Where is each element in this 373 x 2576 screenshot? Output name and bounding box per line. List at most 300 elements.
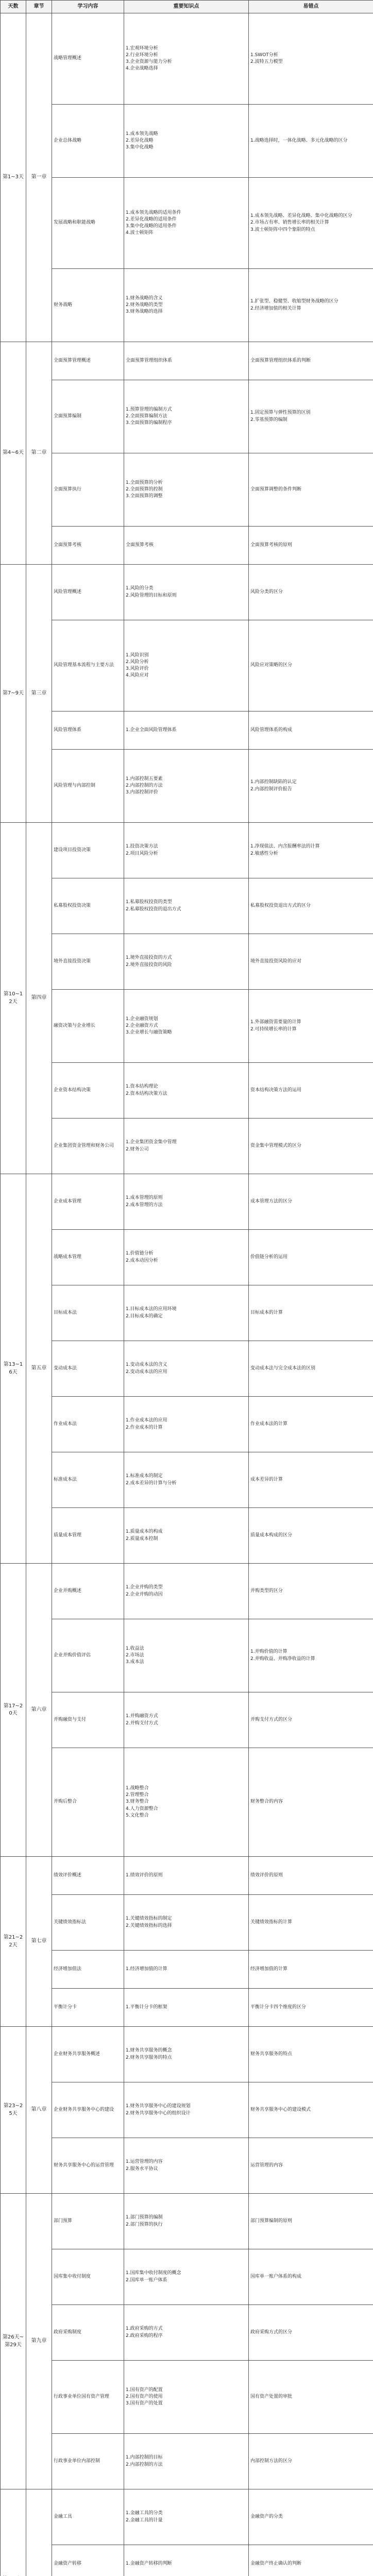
cell-error-points — [249, 13, 373, 105]
cell-content: 行政事业单位国有资产管理 — [52, 2361, 124, 2434]
cell-error-points — [249, 2434, 373, 2489]
cell-content: 金融工具 — [52, 2489, 124, 2545]
key-point-line: 1.财务共享服务中心的建设规划 — [126, 2104, 191, 2109]
cell-error-points — [249, 1895, 373, 1951]
cell-chapter: 第三章 — [26, 565, 52, 823]
cell-error-points — [249, 2138, 373, 2194]
cell-error-points — [249, 878, 373, 934]
cell-error-points — [249, 527, 373, 565]
key-point-line: 4.企业战略选择 — [126, 66, 158, 72]
cell-key-points — [124, 1118, 249, 1174]
cell-key-points — [124, 1748, 249, 1857]
cell-content: 企业财务共享服务概述 — [52, 2027, 124, 2082]
table-row — [1, 2489, 373, 2545]
key-point-line: 1.预算管理的编制方式 — [126, 406, 172, 412]
cell-day: 第7~9天 — [1, 565, 26, 823]
cell-content: 企业并购价值评估 — [52, 1619, 124, 1692]
key-point-line: 1.宏观环境分析 — [126, 45, 158, 51]
key-point-line: 2.作业成本的计算 — [126, 1425, 163, 1430]
error-point-line: 全面预算考核的原则 — [250, 542, 293, 548]
cell-key-points — [124, 1063, 249, 1118]
key-point-line: 2.全面预算的控制 — [126, 486, 163, 492]
error-point-line: 1.外部融资需要量的计算 — [250, 1020, 301, 1025]
key-point-line: 3.国有资产的处置 — [126, 2401, 163, 2406]
cell-content: 境外直接投资决策 — [52, 934, 124, 990]
key-point-line: 3.企业增长与融资策略 — [126, 1030, 172, 1036]
key-point-line: 1.企业全面风险管理体系 — [126, 727, 177, 733]
key-point-line: 1.战略整合 — [126, 1786, 149, 1791]
cell-key-points — [124, 527, 249, 565]
key-point-line: 1.企业融资规划 — [126, 1016, 158, 1022]
cell-key-points — [124, 1341, 249, 1397]
key-point-line: 3.企业资源与能力分析 — [126, 59, 172, 64]
cell-key-points — [124, 2545, 249, 2576]
cell-day: 第21~22天 — [1, 1857, 26, 2027]
key-point-line: 2.财务共享服务的特点 — [126, 2055, 172, 2060]
key-point-line: 4.波士顿矩阵 — [126, 230, 154, 236]
key-point-line: 1.作业成本法的应用 — [126, 1418, 167, 1423]
cell-chapter: 第一章 — [26, 13, 52, 342]
key-point-line: 2.市场法 — [126, 1652, 144, 1658]
cell-content: 平衡计分卡 — [52, 1989, 124, 2027]
cell-day — [1, 2489, 26, 2576]
key-point-line: 1.内部控制的目标 — [126, 2455, 163, 2461]
header-content: 学习内容 — [52, 1, 124, 13]
cell-key-points — [124, 1174, 249, 1230]
cell-content: 风险管理体系 — [52, 711, 124, 750]
cell-content: 融资决策与企业增长 — [52, 990, 124, 1063]
error-point-line: 部门预算编制的原则 — [250, 2218, 293, 2224]
cell-content: 经济增加值法 — [52, 1951, 124, 1989]
error-point-line: 绩效评价的原则 — [250, 1872, 283, 1878]
cell-content: 国库集中收付制度 — [52, 2249, 124, 2305]
cell-content: 企业并购概述 — [52, 1564, 124, 1619]
cell-error-points — [249, 1508, 373, 1564]
cell-content: 全面预算管理概述 — [52, 342, 124, 380]
key-point-line: 2.国库单一账户体系 — [126, 2277, 167, 2283]
cell-error-points — [249, 2361, 373, 2434]
cell-chapter: 第六章 — [26, 1564, 52, 1857]
error-point-line: 金融资产的分类 — [250, 2514, 283, 2519]
cell-error-points — [249, 1748, 373, 1857]
cell-error-points — [249, 711, 373, 750]
key-point-line: 2.内部控制的方法 — [126, 2462, 163, 2467]
key-point-line: 1.运营管理的内容 — [126, 2159, 163, 2165]
cell-key-points — [124, 178, 249, 269]
error-point-line: 金融资产终止确认的判断 — [250, 2561, 302, 2566]
key-point-line: 2.风险管理的目标和原则 — [126, 592, 177, 598]
cell-day: 第17~20天 — [1, 1564, 26, 1857]
cell-content: 财务共享服务中心的运营管理 — [52, 2138, 124, 2194]
error-point-line: 变动成本法与完全成本法的区别 — [250, 1365, 316, 1371]
key-point-line: 1.关键绩效指标的制定 — [126, 1916, 172, 1922]
cell-content: 发展战略和职能战略 — [52, 178, 124, 269]
table-row — [1, 1564, 373, 1619]
table-row — [1, 2434, 373, 2489]
cell-content: 绩效评价概述 — [52, 1857, 124, 1895]
key-point-line: 2.并购支付方式 — [126, 1720, 158, 1726]
table-row — [1, 2082, 373, 2138]
key-point-line: 1.并购融资方式 — [126, 1714, 158, 1719]
cell-error-points — [249, 105, 373, 178]
key-point-line: 1.国库集中收付制度的概念 — [126, 2270, 181, 2276]
error-point-line: 1.固定预算与弹性预算的区别 — [250, 410, 311, 416]
header-error-points: 易错点 — [249, 1, 373, 13]
cell-error-points — [249, 342, 373, 380]
table-row — [1, 527, 373, 565]
cell-content: 全面预算执行 — [52, 453, 124, 527]
error-point-line: 1.并购价值的计算 — [250, 1649, 287, 1655]
key-point-line: 1.收益法 — [126, 1646, 144, 1651]
table-row — [1, 13, 373, 105]
key-point-line: 1.境外直接投资的方式 — [126, 955, 172, 961]
cell-error-points — [249, 1951, 373, 1989]
key-point-line: 3.财务整合 — [126, 1799, 149, 1805]
cell-content: 战略管理概述 — [52, 13, 124, 105]
header-day: 天数 — [1, 1, 26, 13]
key-point-line: 1.成本领先战略的适用条件 — [126, 210, 181, 215]
key-point-line: 2.行业环境分析 — [126, 52, 158, 58]
cell-content: 战略成本管理 — [52, 1230, 124, 1285]
key-point-line: 1.经济增加值的计算 — [126, 1966, 167, 1972]
cell-key-points — [124, 1692, 249, 1748]
table-row — [1, 2138, 373, 2194]
table-row — [1, 380, 373, 453]
cell-key-points — [124, 453, 249, 527]
error-point-line: 2.市场占有率、销售增长率的相关计算 — [250, 220, 329, 226]
key-point-line: 2.管理整合 — [126, 1792, 149, 1798]
error-point-line: 1.战略选择时，一体化战略、多元化战略的区分 — [250, 138, 348, 143]
cell-key-points — [124, 105, 249, 178]
cell-error-points — [249, 1397, 373, 1452]
key-point-line: 1.企业集团资金集中管理 — [126, 1140, 177, 1145]
cell-key-points — [124, 1508, 249, 1564]
key-point-line: 3.财务战略的选择 — [126, 309, 163, 315]
cell-error-points — [249, 1230, 373, 1285]
table-row — [1, 1951, 373, 1989]
cell-error-points — [249, 1285, 373, 1341]
cell-key-points — [124, 878, 249, 934]
cell-key-points — [124, 1285, 249, 1341]
key-point-line: 1.政府采购的方式 — [126, 2326, 163, 2332]
header-key-points: 重要知识点 — [124, 1, 249, 13]
error-point-line: 成本差异的计算 — [250, 1477, 283, 1482]
cell-error-points — [249, 2489, 373, 2545]
key-point-line: 3.内部控制评价 — [126, 790, 158, 795]
error-point-line: 国库单一账户体系的构成 — [250, 2274, 302, 2279]
cell-day: 第10~12天 — [1, 823, 26, 1174]
cell-content: 财务战略 — [52, 269, 124, 342]
key-point-line: 2.差异化战略 — [126, 138, 154, 143]
cell-error-points — [249, 1063, 373, 1118]
cell-content: 作业成本法 — [52, 1397, 124, 1452]
cell-key-points — [124, 1857, 249, 1895]
key-point-line: 1.风险的分类 — [126, 586, 154, 591]
cell-key-points — [124, 823, 249, 878]
cell-key-points — [124, 565, 249, 620]
cell-key-points — [124, 342, 249, 380]
key-point-line: 2.全面预算编制方法 — [126, 413, 167, 419]
cell-key-points — [124, 1951, 249, 1989]
cell-error-points — [249, 2545, 373, 2576]
error-point-line: 全面预算管理组织体系的判断 — [250, 358, 311, 363]
cell-content: 政府采购制度 — [52, 2305, 124, 2361]
error-point-line: 境外直接投资风险的应对 — [250, 958, 302, 964]
cell-content: 企业财务共享服务中心的建设 — [52, 2082, 124, 2138]
error-point-line: 成本管理方法的区分 — [250, 1198, 293, 1204]
cell-error-points — [249, 565, 373, 620]
key-point-line: 2.企业融资方式 — [126, 1023, 158, 1028]
header-chapter: 章节 — [26, 1, 52, 13]
cell-key-points — [124, 13, 249, 105]
cell-key-points — [124, 1895, 249, 1951]
error-point-line: 国有资产处置的审批 — [250, 2394, 293, 2399]
table-row — [1, 2361, 373, 2434]
key-point-line: 1.成本领先战略 — [126, 131, 158, 137]
error-point-line: 风险管理体系的构成 — [250, 727, 293, 733]
cell-key-points — [124, 934, 249, 990]
table-row — [1, 1397, 373, 1452]
key-point-line: 2.财务战略的类型 — [126, 302, 163, 308]
key-point-line: 2.项目风险分析 — [126, 851, 158, 856]
cell-key-points — [124, 711, 249, 750]
error-point-line: 政府采购方式的区分 — [250, 2329, 293, 2335]
table-row — [1, 878, 373, 934]
key-point-line: 2.政府采购的程序 — [126, 2333, 163, 2338]
error-point-line: 1.净现值法、内含报酬率法的计算 — [250, 844, 320, 850]
key-point-line: 1.标准成本的制定 — [126, 1473, 163, 1479]
key-point-line: 1.全面预算的分析 — [126, 480, 163, 485]
key-point-line: 3.全面预算的编制程序 — [126, 420, 172, 426]
key-point-line: 1.价值链分析 — [126, 1251, 154, 1257]
error-point-line: 经济增加值的计算 — [250, 1966, 288, 1972]
key-point-line: 2.关键绩效指标的选择 — [126, 1923, 172, 1928]
table-row — [1, 620, 373, 711]
key-point-line: 2.部门预算的执行 — [126, 2222, 163, 2227]
table-row — [1, 750, 373, 823]
error-point-line: 2.内部控制评价报告 — [250, 786, 292, 792]
key-point-line: 4.风险应对 — [126, 673, 149, 679]
cell-content: 企业成本管理 — [52, 1174, 124, 1230]
table-row — [1, 990, 373, 1063]
cell-chapter: 第七章 — [26, 1857, 52, 2027]
cell-error-points — [249, 269, 373, 342]
cell-content: 私募股权投资决策 — [52, 878, 124, 934]
cell-key-points — [124, 380, 249, 453]
cell-content: 建设项目投资决策 — [52, 823, 124, 878]
key-point-line: 2.财务公司 — [126, 1146, 149, 1152]
key-point-line: 2.差异化战略的适用条件 — [126, 216, 177, 222]
key-point-line: 3.集中化战略的适用条件 — [126, 224, 177, 229]
key-point-line: 全面预算考核 — [126, 542, 154, 548]
cell-key-points — [124, 750, 249, 823]
table-row — [1, 565, 373, 620]
table-row — [1, 105, 373, 178]
table-row — [1, 269, 373, 342]
key-point-line: 1.绩效评价的原则 — [126, 1872, 163, 1878]
error-point-line: 作业成本法的计算 — [250, 1421, 288, 1427]
key-point-line: 4.人力资源整合 — [126, 1806, 158, 1811]
error-point-line: 全面预算调整的条件判断 — [250, 486, 302, 492]
error-point-line: 关键绩效指标的计算 — [250, 1919, 293, 1925]
cell-content: 风险管理基本流程与主要方法 — [52, 620, 124, 711]
cell-day: 第23~25天 — [1, 2027, 26, 2194]
error-point-line: 2.敏感性分析 — [250, 851, 278, 856]
error-point-line: 1.SWOT分析 — [250, 52, 278, 58]
cell-error-points — [249, 1857, 373, 1895]
cell-chapter: 第五章 — [26, 1174, 52, 1564]
cell-chapter: 第二章 — [26, 342, 52, 565]
error-point-line: 资金集中管理模式的区分 — [250, 1143, 302, 1148]
key-point-line: 2.资本结构决策方法 — [126, 1091, 167, 1096]
key-point-line: 2.变动成本法的应用 — [126, 1369, 167, 1375]
cell-error-points — [249, 453, 373, 527]
cell-content: 全面预算考核 — [52, 527, 124, 565]
cell-content: 并购融资与支付 — [52, 1692, 124, 1748]
error-point-line: 2.零基预算的编制 — [250, 417, 287, 422]
cell-key-points — [124, 1564, 249, 1619]
cell-error-points — [249, 1619, 373, 1692]
key-point-line: 1.企业并购的类型 — [126, 1585, 163, 1590]
key-point-line: 1.财务共享服务的概念 — [126, 2048, 172, 2054]
cell-day: 第1~3天 — [1, 13, 26, 342]
table-row — [1, 1692, 373, 1748]
cell-key-points — [124, 1619, 249, 1692]
key-point-line: 2.金融工具的计量 — [126, 2517, 163, 2523]
cell-error-points — [249, 2082, 373, 2138]
key-point-line: 2.风险分析 — [126, 659, 149, 665]
error-point-line: 2.波特五力模型 — [250, 59, 283, 64]
table-row — [1, 1285, 373, 1341]
cell-error-points — [249, 1341, 373, 1397]
cell-key-points — [124, 269, 249, 342]
table-row — [1, 711, 373, 750]
cell-content: 目标成本法 — [52, 1285, 124, 1341]
cell-error-points — [249, 750, 373, 823]
header-row — [1, 1, 373, 13]
cell-content: 金融资产转移 — [52, 2545, 124, 2576]
cell-content: 部门预算 — [52, 2194, 124, 2249]
cell-day: 第4~6天 — [1, 342, 26, 565]
table-row — [1, 342, 373, 380]
key-point-line: 2.成本差异的计算与分析 — [126, 1480, 177, 1486]
error-point-line: 运营管理的内容 — [250, 2162, 283, 2168]
key-point-line: 1.金融工具的分类 — [126, 2511, 163, 2516]
table-row — [1, 2545, 373, 2576]
cell-day: 第26天~第29天 — [1, 2194, 26, 2489]
table-row — [1, 1341, 373, 1397]
error-point-line: 1.扩张型、稳健型、收缩型财务战略的区分 — [250, 299, 338, 304]
table-row — [1, 178, 373, 269]
cell-error-points — [249, 1564, 373, 1619]
cell-day: 第13~16天 — [1, 1174, 26, 1564]
cell-chapter: 第九章 — [26, 2194, 52, 2489]
cell-key-points — [124, 1230, 249, 1285]
key-point-line: 2.服务水平协议 — [126, 2166, 158, 2172]
table-row — [1, 1452, 373, 1508]
cell-key-points — [124, 2361, 249, 2434]
cell-content: 风险管理与内部控制 — [52, 750, 124, 823]
key-point-line: 全面预算管理组织体系 — [126, 358, 173, 363]
cell-content: 标准成本法 — [52, 1452, 124, 1508]
cell-error-points — [249, 1118, 373, 1174]
cell-key-points — [124, 990, 249, 1063]
key-point-line: 1.财务战略的含义 — [126, 295, 163, 301]
table-row — [1, 2027, 373, 2082]
key-point-line: 1.资本结构理论 — [126, 1084, 158, 1090]
key-point-line: 2.财务共享服务中心的组织设计 — [126, 2110, 191, 2116]
key-point-line: 2.国有资产的使用 — [126, 2394, 163, 2399]
table-body — [1, 13, 373, 2576]
cell-key-points — [124, 1397, 249, 1452]
key-point-line: 1.成本管理的原则 — [126, 1195, 163, 1201]
cell-error-points — [249, 2194, 373, 2249]
cell-error-points — [249, 2027, 373, 2082]
cell-key-points — [124, 2434, 249, 2489]
key-point-line: 2.目标成本的确定 — [126, 1313, 163, 1319]
error-point-line: 1.成本领先战略、差异化战略、集中化战略的区分 — [250, 213, 352, 219]
table-row — [1, 934, 373, 990]
key-point-line: 3.风险评价 — [126, 666, 149, 671]
error-point-line: 价值链分析的运用 — [250, 1254, 288, 1260]
cell-key-points — [124, 620, 249, 711]
error-point-line: 平衡计分卡四个维度的区分 — [250, 2004, 307, 2010]
table-row — [1, 1989, 373, 2027]
table-header — [1, 1, 373, 13]
cell-content: 关键绩效指标法 — [52, 1895, 124, 1951]
cell-error-points — [249, 380, 373, 453]
error-point-line: 风险应对策略的区分 — [250, 663, 293, 668]
table-row — [1, 1895, 373, 1951]
cell-content: 变动成本法 — [52, 1341, 124, 1397]
key-point-line: 1.内部控制五要素 — [126, 776, 163, 782]
error-point-line: 资本结构决策方法的运用 — [250, 1087, 302, 1093]
cell-key-points — [124, 2249, 249, 2305]
cell-error-points — [249, 1692, 373, 1748]
table-row — [1, 1748, 373, 1857]
key-point-line: 1.质量成本的构成 — [126, 1529, 163, 1535]
error-point-line: 财务共享服务的特点 — [250, 2051, 293, 2057]
cell-error-points — [249, 1989, 373, 2027]
cell-content: 企业集团资金管理和财务公司 — [52, 1118, 124, 1174]
cell-error-points — [249, 2305, 373, 2361]
key-point-line: 1.部门预算的编制 — [126, 2215, 163, 2221]
table-row — [1, 2249, 373, 2305]
cell-error-points — [249, 2249, 373, 2305]
error-point-line: 风险分类的区分 — [250, 589, 283, 595]
key-point-line: 2.内部控制的方法 — [126, 783, 163, 788]
key-point-line: 1.私募股权投资的类型 — [126, 900, 172, 905]
cell-content: 并购后整合 — [52, 1748, 124, 1857]
key-point-line: 2.境外直接投资的风险 — [126, 962, 172, 968]
key-point-line: 3.成本法 — [126, 1659, 144, 1665]
table-row — [1, 1230, 373, 1285]
cell-key-points — [124, 2138, 249, 2194]
table-row — [1, 1508, 373, 1564]
cell-error-points — [249, 1452, 373, 1508]
table-row — [1, 2305, 373, 2361]
key-point-line: 3.全面预算的调整 — [126, 494, 163, 499]
table-row — [1, 823, 373, 878]
cell-key-points — [124, 2194, 249, 2249]
error-point-line: 1.内部控制缺陷的认定 — [250, 779, 297, 785]
error-point-line: 3.波士顿矩阵中四个象限的特点 — [250, 227, 315, 232]
table-row — [1, 2194, 373, 2249]
error-point-line: 质量成本构成的区分 — [250, 1532, 293, 1538]
error-point-line: 并购类型的区分 — [250, 1588, 283, 1594]
cell-content: 全面预算编制 — [52, 380, 124, 453]
cell-error-points — [249, 1174, 373, 1230]
